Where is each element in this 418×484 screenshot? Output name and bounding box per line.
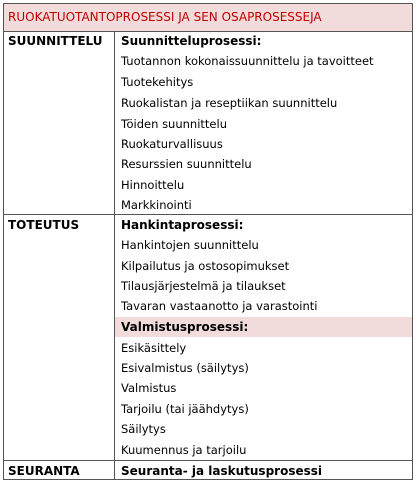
list-item: Tavaran vastaanotto ja varastointi: [121, 299, 318, 313]
list-item: Resurssien suunnittelu: [121, 157, 252, 171]
subprocess-heading: Suunnitteluprosessi:: [121, 34, 262, 48]
section-label-suunnittelu: SUUNNITTELU: [8, 34, 103, 48]
list-item: Hankintojen suunnittelu: [121, 238, 259, 252]
process-table: [3, 3, 413, 480]
list-item: Töiden suunnittelu: [121, 117, 227, 131]
list-item: Hinnoittelu: [121, 178, 185, 192]
list-item: Markkinointi: [121, 198, 192, 212]
list-item: Kilpailutus ja ostosopimukset: [121, 259, 290, 273]
table-header: [4, 4, 412, 32]
list-item: Kuumennus ja tarjoilu: [121, 443, 247, 457]
list-item: Tarjoilu (tai jäähdytys): [121, 402, 249, 416]
list-item: Säilytys: [121, 422, 166, 436]
subprocess-heading: Hankintaprosessi:: [121, 218, 244, 232]
list-item: Tilausjärjestelmä ja tilaukset: [121, 279, 286, 293]
section-label-toteutus: TOTEUTUS: [8, 218, 80, 232]
list-item: Valmistus: [121, 381, 177, 395]
subprocess-heading: Valmistusprosessi:: [115, 317, 412, 337]
list-item: Ruokalistan ja reseptiikan suunnittelu: [121, 96, 338, 110]
list-item: Tuotannon kokonaissuunnittelu ja tavoitteet: [121, 54, 374, 68]
list-item: Esivalmistus (säilytys): [121, 361, 249, 375]
section-label-seuranta: SEURANTA: [8, 464, 80, 478]
list-item: Ruokaturvallisuus: [121, 137, 223, 151]
list-item: Esikäsittely: [121, 341, 187, 355]
column-divider: [114, 31, 115, 479]
subprocess-heading: Seuranta- ja laskutusprosessi: [121, 464, 322, 478]
table-title: RUOKATUOTANTOPROSESSI JA SEN OSAPROSESSEJA: [8, 10, 322, 24]
list-item: Tuotekehitys: [121, 75, 194, 89]
